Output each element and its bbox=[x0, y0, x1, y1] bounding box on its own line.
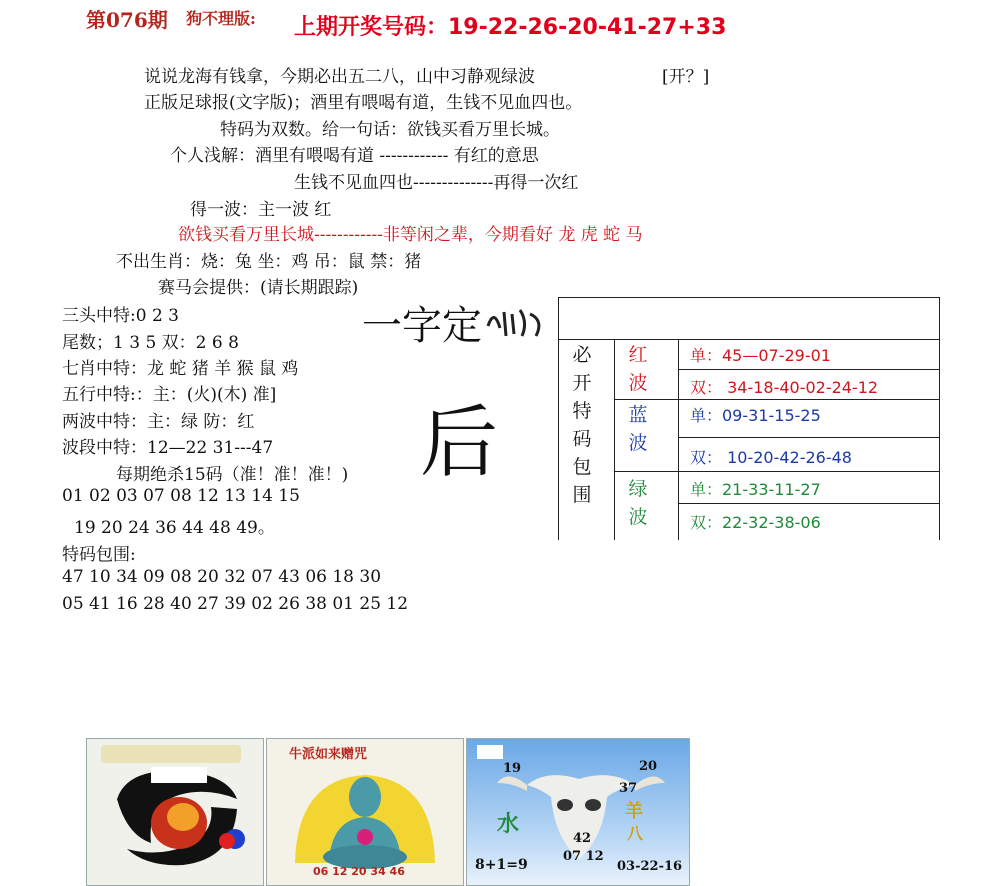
stat-kill-row-2: 19 20 24 36 44 48 49。 bbox=[74, 518, 275, 538]
skull-number-37: 37 bbox=[619, 781, 638, 796]
special-number-table bbox=[558, 297, 939, 540]
buddha-figure-icon bbox=[267, 739, 463, 885]
thumbnail-buddha-numbers: 06 12 20 34 46 bbox=[313, 865, 405, 878]
stat-kill-row-1: 01 02 03 07 08 12 13 14 15 bbox=[62, 486, 300, 506]
thumbnail-buddha bbox=[266, 738, 464, 886]
skull-number-0712: 07 12 bbox=[563, 849, 604, 864]
sheep-character: 羊 bbox=[625, 801, 643, 822]
thumbnail-fire-logo bbox=[86, 738, 264, 886]
poem-line-1-tag: [开？] bbox=[662, 67, 710, 87]
skull-date: 03-22-16 bbox=[617, 859, 683, 874]
poem-line-7: 欲钱买看万里长城------------非等闲之辈，今期看好 龙 虎 蛇 马 bbox=[178, 225, 643, 245]
water-character: 水 bbox=[497, 811, 520, 837]
stat-top-heads: 三头中特:0 2 3 bbox=[62, 306, 179, 326]
red-double-cell: 双： 34-18-40-02-24-12 bbox=[690, 378, 879, 397]
poem-line-5: 生钱不见血四也--------------再得一次红 bbox=[294, 173, 579, 193]
red-single-cell: 单：45—07-29-01 bbox=[690, 346, 831, 365]
poem-line-6: 得一波：主一波 红 bbox=[190, 200, 332, 220]
hou-character: 后 bbox=[420, 398, 499, 488]
blue-double-cell: 双： 10-20-42-26-48 bbox=[690, 448, 852, 467]
poem-line-2: 正版足球报(文字版)；酒里有喂喝有道，生钱不见血四也。 bbox=[144, 93, 583, 113]
scribble-mark bbox=[484, 302, 554, 342]
poem-line-3: 特码为双数。给一句话：欲钱买看万里长城。 bbox=[220, 120, 560, 140]
blue-wave-label: 蓝 波 bbox=[628, 404, 648, 454]
poem-line-4: 个人浅解：酒里有喂喝有道 ------------ 有红的意思 bbox=[170, 146, 539, 166]
thumbnail-buddha-title: 牛派如来赠咒 bbox=[289, 747, 368, 762]
skull-number-20: 20 bbox=[639, 759, 658, 774]
poem-line-9: 赛马会提供：(请长期跟踪) bbox=[158, 278, 359, 298]
skull-number-42: 42 bbox=[573, 831, 592, 846]
side-label: 必 开 特 码 包 围 bbox=[572, 344, 592, 506]
stat-two-waves: 两波中特：主：绿 防：红 bbox=[62, 412, 255, 432]
edition-name: 狗不理版: bbox=[186, 9, 256, 28]
stat-surround-title: 特码包围: bbox=[62, 545, 136, 565]
stat-surround-row-1: 47 10 34 09 08 20 32 07 43 06 18 30 bbox=[62, 567, 382, 587]
stat-surround-row-2: 05 41 16 28 40 27 39 02 26 38 01 25 12 bbox=[62, 594, 409, 614]
stat-wave-range: 波段中特：12—22 31---47 bbox=[62, 438, 274, 458]
eight-character: 八 bbox=[627, 824, 644, 843]
swirl-flame-icon bbox=[87, 739, 263, 885]
green-single-cell: 单：21-33-11-27 bbox=[690, 480, 821, 499]
skull-number-19: 19 bbox=[503, 761, 522, 776]
skull-formula: 8+1=9 bbox=[475, 857, 528, 873]
stat-kill-title: 每期绝杀15码（准！准！准！) bbox=[116, 465, 349, 485]
red-wave-label: 红 波 bbox=[628, 344, 648, 394]
stat-five-elements: 五行中特:：主：(火)(木) 准] bbox=[62, 385, 277, 405]
stat-seven-zodiac: 七肖中特：龙 蛇 猪 羊 猴 鼠 鸡 bbox=[62, 359, 299, 379]
thumbnail-bull-skull bbox=[466, 738, 690, 886]
issue-number: 第076期 bbox=[86, 8, 168, 32]
blank-label bbox=[151, 767, 207, 783]
green-wave-label: 绿 波 bbox=[628, 478, 648, 528]
stat-tail-numbers: 尾数；1 3 5 双：2 6 8 bbox=[62, 333, 239, 353]
poem-line-1: 说说龙海有钱拿，今期必出五二八，山中习静观绿波 bbox=[144, 67, 535, 87]
poem-line-8: 不出生肖：烧：兔 坐：鸡 吊：鼠 禁：猪 bbox=[116, 252, 422, 272]
yizi-ding-title: 一字定 bbox=[362, 303, 482, 349]
blue-single-cell: 单：09-31-15-25 bbox=[690, 406, 821, 425]
green-double-cell: 双：22-32-38-06 bbox=[690, 513, 821, 532]
last-draw-numbers: 上期开奖号码：19-22-26-20-41-27+33 bbox=[294, 15, 727, 40]
